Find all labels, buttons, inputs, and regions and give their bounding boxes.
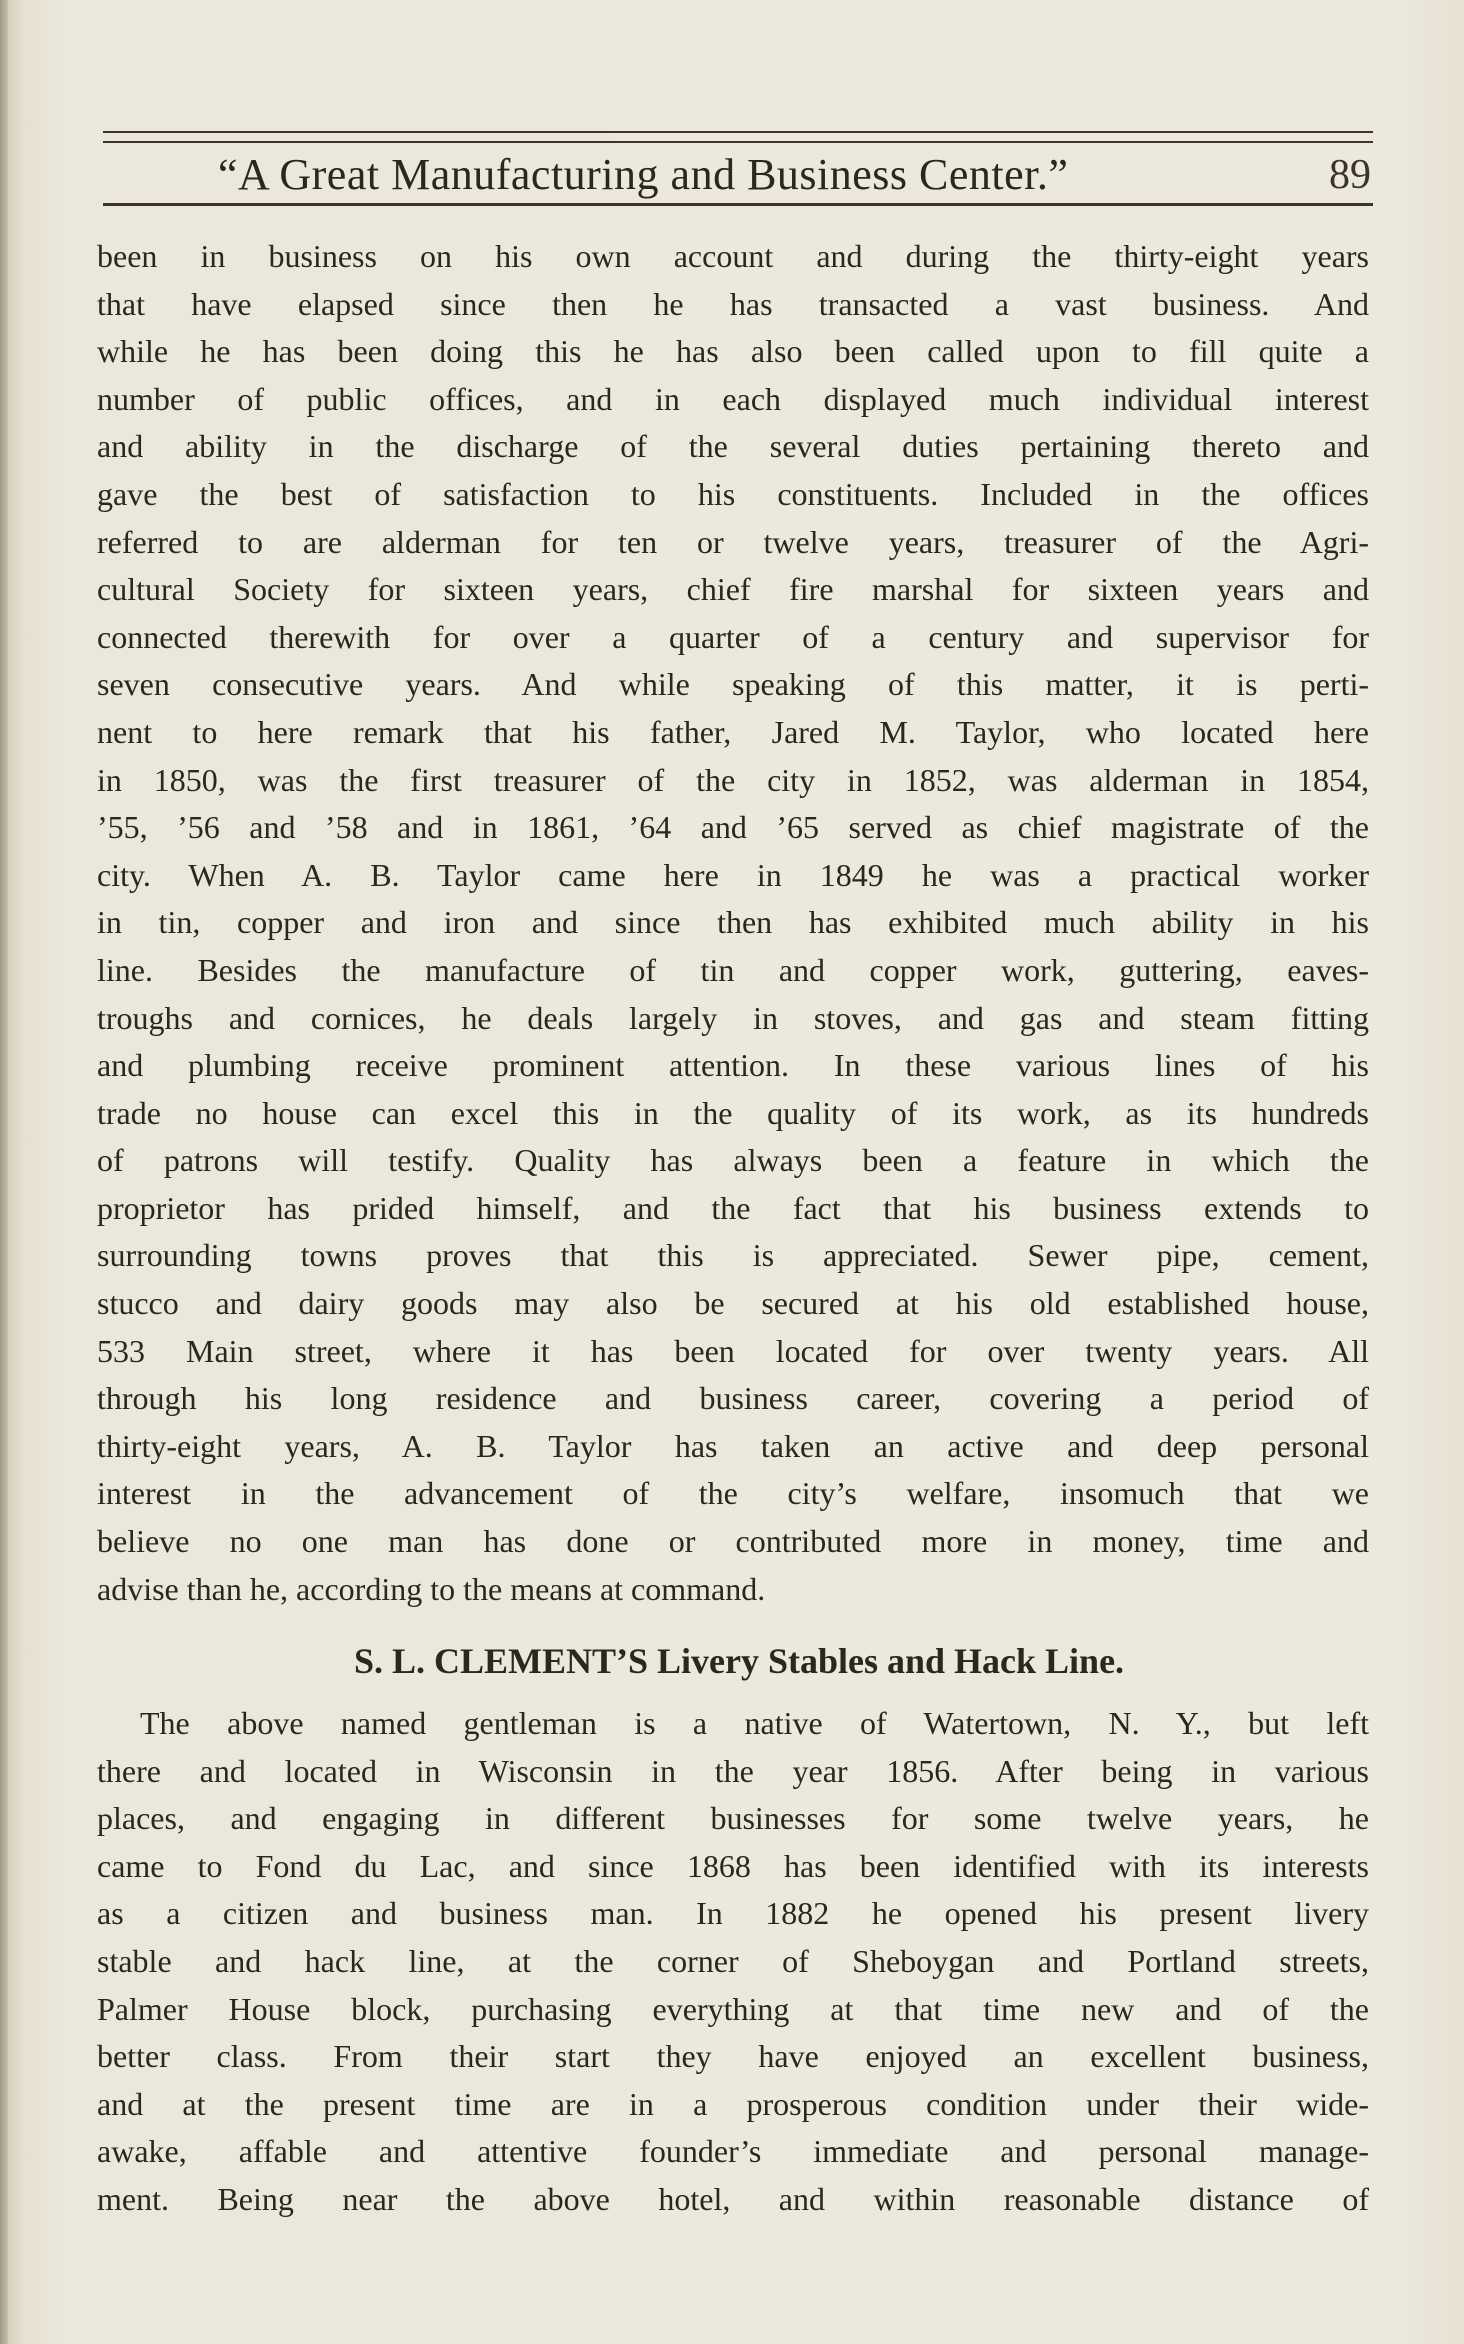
text-line: as a citizen and business man. In 1882 he opened his present livery: [97, 1895, 1369, 1932]
section-heading: S. L. CLEMENT’S Livery Stables and Hack Line.: [353, 1641, 1125, 1681]
text-line: and plumbing receive prominent attention. In these various lines of his: [97, 1047, 1369, 1084]
text-line: cultural Society for sixteen years, chief fire marshal for sixteen years and: [97, 571, 1369, 608]
text-line: came to Fond du Lac, and since 1868 has been identified with its interests: [97, 1847, 1369, 1884]
text-line: interest in the advancement of the city’s welfare, insomuch that we: [97, 1475, 1369, 1512]
text-line: that have elapsed since then he has transacted a vast business. And: [97, 285, 1369, 322]
text-line: believe no one man has done or contributed more in money, time and: [97, 1523, 1369, 1560]
text-line: thirty-eight years, A. B. Taylor has taken an active and deep personal: [97, 1427, 1369, 1464]
text-line: surrounding towns proves that this is appreciated. Sewer pipe, cement,: [97, 1237, 1369, 1274]
text-line: and ability in the discharge of the several duties pertaining thereto and: [97, 428, 1369, 465]
text-line: trade no house can excel this in the quality of its work, as its hundreds: [97, 1094, 1369, 1131]
running-head: [103, 150, 1373, 200]
text-line: been in business on his own account and during the thirty-eight years: [97, 238, 1369, 274]
text-line: connected therewith for over a quarter of a century and supervisor for: [97, 618, 1369, 655]
text-line: stable and hack line, at the corner of Sheboygan and Portland streets,: [97, 1942, 1369, 1979]
text-line: stucco and dairy goods may also be secured at his old established house,: [97, 1285, 1369, 1322]
text-line: Palmer House block, purchasing everything at that time new and of the: [97, 1990, 1369, 2027]
text-line: ’55, ’56 and ’58 and in 1861, ’64 and ’65 served as chief magistrate of the: [97, 809, 1369, 846]
paragraph-clement: [97, 1700, 1369, 2224]
text-line: nent to here remark that his father, Jared M. Taylor, who located here: [97, 713, 1369, 750]
text-line: seven consecutive years. And while speaking of this matter, it is perti-: [97, 666, 1369, 703]
text-line: in tin, copper and iron and since then has exhibited much ability in his: [97, 904, 1369, 941]
text-line: gave the best of satisfaction to his constituents. Included in the offices: [97, 475, 1369, 512]
text-line: proprietor has prided himself, and the fact that his business extends to: [97, 1189, 1369, 1226]
text-line: The above named gentleman is a native of Watertown, N. Y., but left: [140, 1705, 1369, 1741]
text-line: referred to are alderman for ten or twelve years, treasurer of the Agri-: [97, 523, 1369, 560]
page-number: 89: [1329, 152, 1371, 198]
header-rule-top-inner: [103, 141, 1373, 143]
text-line: through his long residence and business career, covering a period of: [97, 1380, 1369, 1417]
text-line: advise than he, according to the means at command.: [97, 1570, 766, 1607]
text-line: troughs and cornices, he deals largely in stoves, and gas and steam fitting: [97, 999, 1369, 1036]
text-line: there and located in Wisconsin in the year 1856. After being in various: [97, 1752, 1369, 1789]
header-rule-top: [103, 131, 1373, 133]
text-line: city. When A. B. Taylor came here in 1849 he was a practical worker: [97, 856, 1369, 893]
text-line: places, and engaging in different businesses for some twelve years, he: [97, 1800, 1369, 1837]
text-line: of patrons will testify. Quality has always been a feature in which the: [97, 1142, 1369, 1179]
binding-edge: [0, 0, 8, 2344]
text-line: while he has been doing this he has also been called upon to fill quite a: [97, 333, 1369, 370]
paragraph-continued: [97, 233, 1369, 1613]
header-rule-bottom: [103, 203, 1373, 206]
text-line: and at the present time are in a prosperous condition under their wide-: [97, 2085, 1369, 2122]
text-line: in 1850, was the first treasurer of the city in 1852, was alderman in 1854,: [97, 761, 1369, 798]
text-line: ment. Being near the above hotel, and within reasonable distance of: [97, 2180, 1369, 2217]
running-title: “A Great Manufacturing and Business Center.”: [218, 150, 1069, 199]
text-line: line. Besides the manufacture of tin and copper work, guttering, eaves-: [97, 951, 1369, 988]
text-line: awake, affable and attentive founder’s immediate and personal manage-: [97, 2133, 1369, 2170]
text-line: number of public offices, and in each displayed much individual interest: [97, 380, 1369, 417]
text-line: better class. From their start they have enjoyed an excellent business,: [97, 2038, 1369, 2075]
text-line: 533 Main street, where it has been located for over twenty years. All: [97, 1332, 1369, 1369]
